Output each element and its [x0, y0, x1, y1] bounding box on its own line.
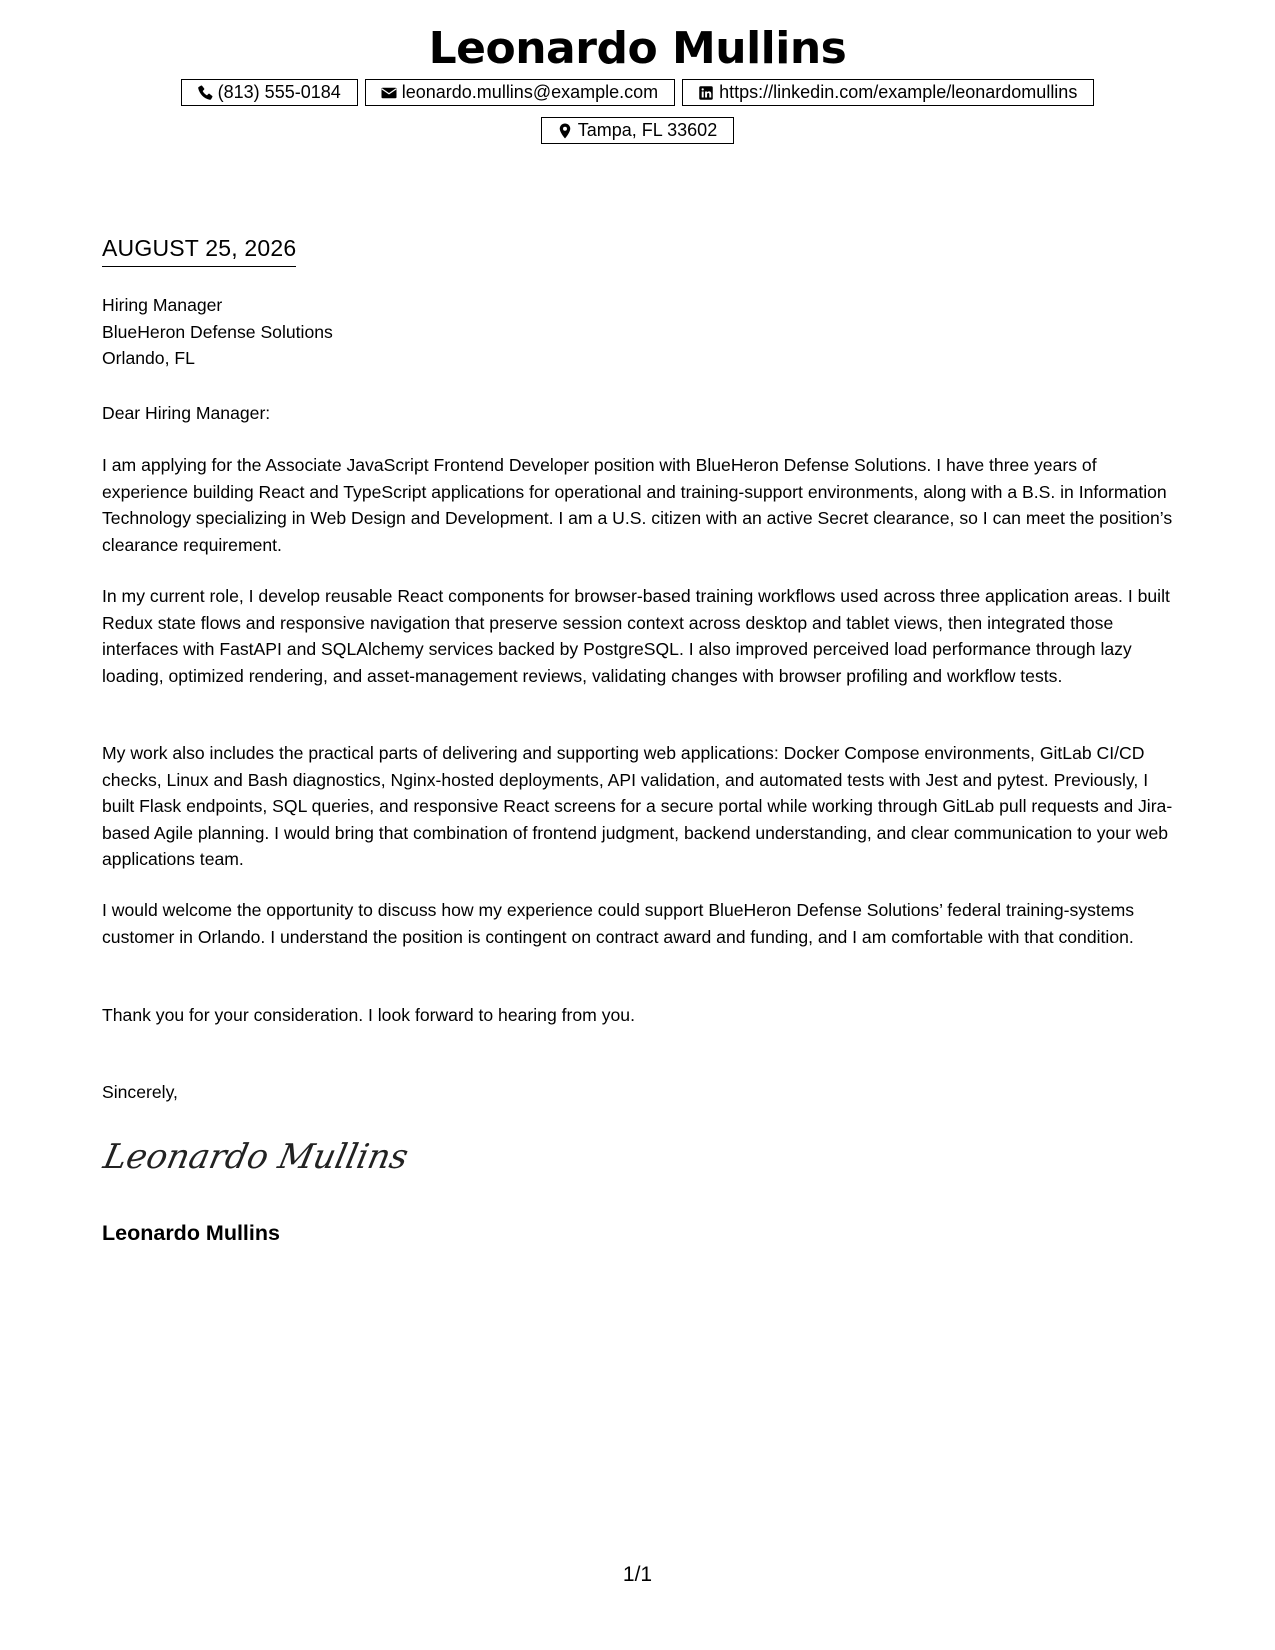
closing: Sincerely, [102, 1082, 178, 1102]
recipient-title: Hiring Manager [102, 295, 223, 315]
recipient-location: Orlando, FL [102, 348, 195, 368]
linkedin-icon [697, 84, 715, 102]
body-paragraph: I would welcome the opportunity to discuss how my experience could support BlueHeron Defense Solutions’ federal training-systems customer in Orlando. I understand the position is contingent on contract award and funding, and I am comfortable with that condition. [102, 900, 1135, 947]
recipient-company: BlueHeron Defense Solutions [102, 321, 333, 342]
signature-glyphs: Leonardo Mullins [100, 1137, 412, 1177]
recipient-block [102, 292, 333, 372]
linkedin-text[interactable]: https://linkedin.com/example/leonardomullins [719, 82, 1078, 102]
location-text: Tampa, FL 33602 [577, 120, 718, 140]
body-paragraph: I am applying for the Associate JavaScript Frontend Developer position with BlueHeron Defense Solutions. I have three years of experience building React and TypeScript applications for operational and training-support environments, along with a B.S. in Information Technology specializing in Web Design and Development. I am a U.S. citizen with an active Secret clearance, so I can meet the position’s clearance requirement. [102, 455, 1173, 555]
body-paragraph: My work also includes the practical parts of delivering and supporting web applications: Docker Compose environments, GitLab CI/CD checks, Linux and Bash diagnostics, Nginx-hosted deployments, API validation, and automated tests with Jest and pytest. Previously, I built Flask endpoints, SQL queries, and responsive React screens for a secure portal while working through GitLab pull requests and Jira-based Agile planning. I would bring that combination of frontend judgment, backend understanding, and clear communication to your web applications team. [102, 743, 1173, 869]
email-chip[interactable] [365, 79, 675, 106]
phone-chip [181, 79, 358, 106]
applicant-name: Leonardo Mullins [428, 23, 847, 74]
body-paragraph: In my current role, I develop reusable React components for browser-based training workflows used across three application areas. I built Redux state flows and responsive navigation that preserve session context across desktop and tablet views, then integrated those interfaces with FastAPI and SQLAlchemy services backed by PostgreSQL. I also improved perceived load performance through lazy loading, optimized rendering, and asset-management reviews, validating changes with browser profiling and workflow tests. [102, 586, 1170, 686]
contact-row [0, 79, 1275, 106]
handwritten-signature [100, 1130, 412, 1184]
location-chip [541, 117, 734, 144]
envelope-icon [380, 84, 398, 102]
body-paragraph: Thank you for your consideration. I look forward to hearing from you. [102, 1005, 635, 1025]
email-text[interactable]: leonardo.mullins@example.com [401, 82, 659, 102]
phone-text: (813) 555-0184 [217, 82, 341, 102]
linkedin-chip[interactable] [682, 79, 1094, 106]
letter-date: AUGUST 25, 2026 [102, 233, 296, 267]
greeting: Dear Hiring Manager: [102, 403, 271, 423]
contact-row-location [0, 117, 1275, 144]
signer-name: Leonardo Mullins [102, 1221, 280, 1245]
map-pin-icon [556, 122, 574, 140]
page-number: 1/1 [622, 1563, 653, 1586]
phone-icon [196, 84, 214, 102]
